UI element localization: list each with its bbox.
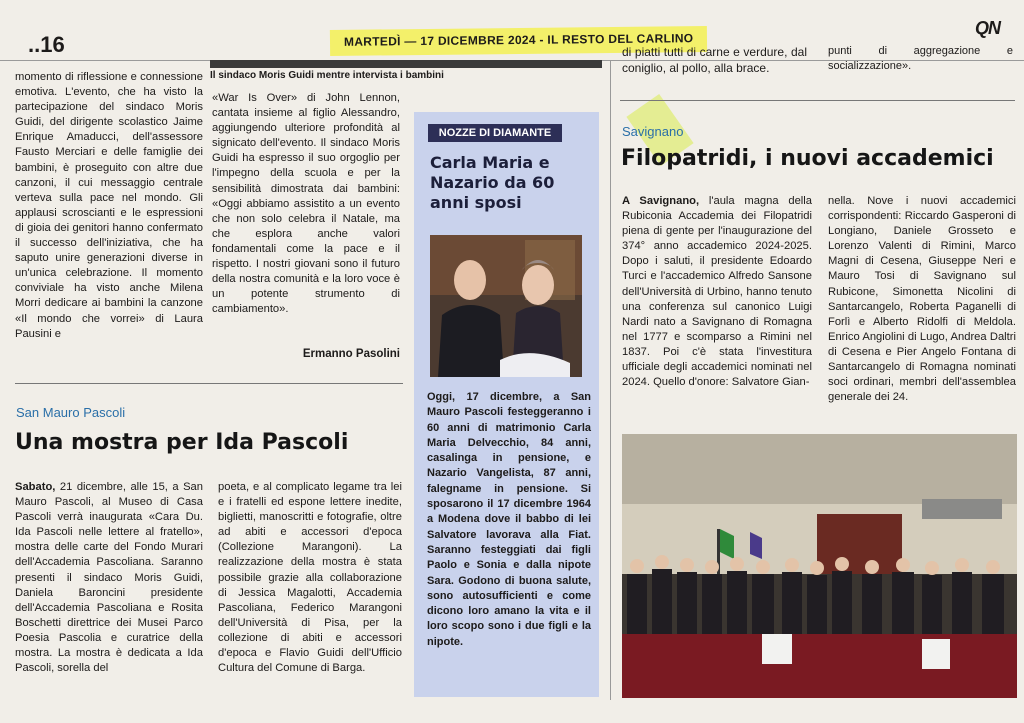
filopatridi-column-2: nella. Nove i nuovi accademici corrispondenti: Riccardo Gasperoni di Longiano, Daniele Grosseto e Lorenzo Valenti di Rimini, Marco Magni di Cesena, Giuseppe Neri e Mauro Tosi di Savignano sul Rubicone, Simonetta Nicolini di Santarcangelo, Roberta Paganelli di Forlì e Alberto Ridolfi di Meldola. Enrico Angiolini di Lugo, Andrea Daltri di Cesena e Pier Angelo Fontana di Santarcangelo di Romagna nominati soci ordinari, membri dell'assemblea generale dei 24. bbox=[828, 195, 1016, 404]
article-headline: Filopatridi, i nuovi accademici bbox=[621, 146, 994, 171]
article-column-1: momento di riflessione e connessione emotiva. L'evento, che ha visto la partecipazione del sindaco Moris Guidi, del dirigente scolastico Jaime Enrique Amaducci, dell'assessore Fausto Merciari e delle famiglie dei bambini, è proseguito con altre due canzoni, il cui messaggio centrale verteva sulla pace nel mondo. Gli applausi scroscianti e le espressioni di gioia dei genitori hanno confermato il successo dell'iniziativa, che ha saputo unire generazioni diverse in un'unica celebrazione. Il momento conviviale ha visto anche Milena Morri dedicare ai bambini la canzone «Il mondo che vorrei» di Laura Pausini e bbox=[15, 71, 203, 340]
section-rule bbox=[15, 383, 403, 384]
mostra-column-2: poeta, e al complicato legame tra lei e i fratelli ed espone lettere inedite, biglietti, manoscritti e fotografie, oltre ad abiti e accessori d'epoca (Collezione Marangoni). La realizzazione della mostra è stata possibile grazie alla collaborazione di Jessica Magalotti, Accademia Pascoliana, Federico Marangoni dell'Università di Pisa, per la collezione di abiti e accessori d'epoca e Flavio Guidi dell'Ufficio Cultura del Comune di Barga. bbox=[218, 481, 402, 675]
column-divider bbox=[610, 60, 611, 700]
dateline: MARTEDÌ — 17 DICEMBRE 2024 - IL RESTO DEL CARLINO bbox=[330, 26, 708, 56]
section-kicker: San Mauro Pascoli bbox=[16, 405, 126, 420]
academy-photo bbox=[622, 434, 1017, 698]
photo-strip bbox=[210, 60, 602, 68]
couple-illustration bbox=[430, 235, 582, 377]
article-column-2: «War Is Over» di John Lennon, cantata insieme al figlio Alessandro, aggiungendo ulteriore profondità al signicato dell'evento. Il sindaco Moris Guidi ha espresso il suo orgoglio per l'impegno della scuola e per la sensibilità dimostrata dai bambini: «Oggi abbiamo assistito a un evento che non solo celebra il Natale, ma che esplora anche valori fondamentali come la pace e il rispetto. I nostri giovani sono il futuro della nostra comunità e la loro voce è un potente strumento di cambiamento». bbox=[212, 92, 400, 316]
author-signature: Ermanno Pasolini bbox=[302, 348, 400, 360]
page-number: ..16 bbox=[28, 32, 65, 57]
top-right-col-a: di piatti tutti di carne e verdure, dal coniglio, al pollo, alla brace. bbox=[622, 45, 807, 75]
couple-photo bbox=[430, 235, 582, 377]
box-title: Carla Maria e Nazario da 60 anni sposi bbox=[430, 153, 555, 212]
newspaper-logo: QN bbox=[975, 18, 1000, 38]
filopatridi-column-1: A Savignano, l'aula magna della Rubiconia Accademia dei Filopatridi piena di gente per l'inaugurazione del 374° anno accademico 2024-2025. Dopo i saluti, il presidente Edoardo Turci e l'accademico Alfredo Sansone dell'Università di Urbino, hanno tenuto una conferenza sul canonico Luigi Nardi nato a Savignano di Romagna nel 1777 e scomparso a Rimini nel 1837. Poi c'è stata l'investitura ufficiale degli accademici nominati nel 2024. Quello d'onore: Salvatore Gian- bbox=[622, 195, 812, 389]
section-rule bbox=[620, 100, 1015, 101]
article-headline: Una mostra per Ida Pascoli bbox=[15, 430, 349, 455]
top-right-col-b: punti di aggregazione e socializzazione». bbox=[828, 45, 1013, 72]
section-kicker: Savignano bbox=[622, 124, 684, 139]
box-label: NOZZE DI DIAMANTE bbox=[428, 124, 562, 142]
box-text: Oggi, 17 dicembre, a San Mauro Pascoli festeggeranno i 60 anni di matrimonio Carla Maria Delvecchio, 84 anni, casalinga in pensione, e Nazario Vangelista, 87 anni, falegname in pensione. Si sposarono il 17 dicembre 1964 a Modena dove il babbo di lei Salvatore lavorava alla Fiat. Saranno festeggiati dai figli Paolo e Sonia e dalla nipote Sara. Godono di buona salute, sono autosufficienti e come dicono loro amano la vita e il loro scopo sono i due figli e la nipote. bbox=[427, 391, 591, 648]
ceremony-illustration bbox=[622, 434, 1017, 698]
photo-caption: Il sindaco Moris Guidi mentre intervista i bambini bbox=[210, 70, 444, 81]
mostra-column-1: Sabato, 21 dicembre, alle 15, a San Mauro Pascoli, al Museo di Casa Pascoli verrà inaugurata «Cara Du. Ida Pascoli nelle lettere al fratello», mostra delle carte del Fondo Murari dell'Accademia Pascoliana. Saranno presenti il sindaco Moris Guidi, Daniela Baroncini presidente dell'Accademia Pascoliana e Rosita Boschetti direttrice dei Musei Parco Poesia Pascolia e curatrice della mostra. La mostra è dedicata a Ida Pascoli, sorella del bbox=[15, 481, 203, 675]
